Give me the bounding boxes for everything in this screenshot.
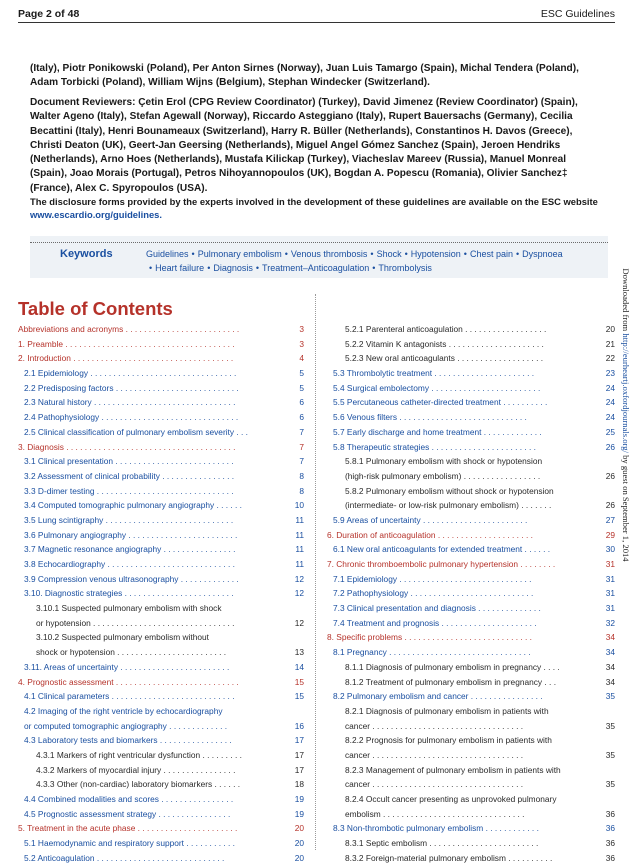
keyword: Pulmonary embolism <box>197 249 282 259</box>
toc-entry-label: cancer . . . . . . . . . . . . . . . . . . . . . . . . . . . . . . . . . <box>345 720 524 731</box>
keyword-bullet: • <box>255 263 260 273</box>
toc-entry[interactable] <box>18 792 304 807</box>
toc-entry-page: 11 <box>295 514 304 525</box>
toc-entry[interactable] <box>327 807 615 822</box>
toc-entry-page: 35 <box>605 691 615 702</box>
journal-section-title: ESC Guidelines <box>540 8 615 20</box>
toc-entry-label: 8. Specific problems . . . . . . . . . . . . . . . . . . . . . . . . . . . . <box>327 632 532 643</box>
toc-entry-label: 2.3 Natural history . . . . . . . . . . . . . . . . . . . . . . . . . . . . . . . <box>24 397 236 408</box>
toc-entry-label: 4.2 Imaging of the right ventricle by echocardiography <box>24 705 223 716</box>
toc-entry-page: 5 <box>299 368 304 379</box>
toc-entry-label: 5.2.3 New oral anticoagulants . . . . . . . . . . . . . . . . . . . <box>345 353 544 364</box>
toc-entry[interactable] <box>18 557 304 572</box>
toc-entry-label: 3.11. Areas of uncertainty . . . . . . . . . . . . . . . . . . . . . . . . <box>24 661 230 672</box>
toc-entry[interactable] <box>18 528 304 543</box>
keyword: Diagnosis <box>213 263 253 273</box>
toc-entry[interactable] <box>327 513 615 528</box>
keywords-line-1 <box>146 249 563 259</box>
toc-entry-label: 3.3 D-dimer testing . . . . . . . . . . . . . . . . . . . . . . . . . . . . . . <box>24 485 234 496</box>
toc-entry[interactable] <box>327 616 615 631</box>
keyword-bullet: • <box>207 263 211 273</box>
toc-entry[interactable] <box>327 748 615 763</box>
toc-entry-page: 3 <box>299 338 304 349</box>
toc-entry-page: 32 <box>605 617 615 628</box>
toc-entry[interactable] <box>327 777 615 792</box>
download-note <box>621 268 631 561</box>
toc-entry-page: 26 <box>605 500 615 511</box>
keyword-bullet: • <box>372 263 376 273</box>
toc-entry-page: 10 <box>294 500 304 511</box>
toc-entry-label: 7.1 Epidemiology . . . . . . . . . . . . . . . . . . . . . . . . . . . . . <box>333 573 532 584</box>
toc-entry[interactable] <box>18 395 304 410</box>
toc-entry-page: 24 <box>605 412 615 423</box>
page-number: Page 2 of 48 <box>18 8 80 20</box>
toc-entry-label: 7.2 Pathophysiology . . . . . . . . . . . . . . . . . . . . . . . . . . . <box>333 588 534 599</box>
toc-entry[interactable] <box>18 337 304 352</box>
toc-entry-label: 4.3.2 Markers of myocardial injury . . . . . . . . . . . . . . . . <box>36 764 236 775</box>
toc-entry-page: 17 <box>294 735 304 746</box>
keyword: Chest pain <box>469 249 513 259</box>
toc-entry[interactable] <box>18 381 304 396</box>
toc-entry-page: 27 <box>605 514 615 525</box>
toc-entry[interactable] <box>327 337 615 352</box>
disclosure-note <box>30 196 602 221</box>
toc-entry-label: 4.3 Laboratory tests and biomarkers . . . . . . . . . . . . . . . . <box>24 735 232 746</box>
toc-entry-label: 8.1.2 Treatment of pulmonary embolism in pregnancy . . . <box>345 676 557 687</box>
toc-entry[interactable] <box>18 601 304 616</box>
column-separator <box>315 294 316 850</box>
toc-entry[interactable] <box>327 630 615 645</box>
toc-entry-page: 12 <box>294 588 304 599</box>
toc-entry[interactable] <box>18 440 304 455</box>
toc-entry-label: 2.4 Pathophysiology . . . . . . . . . . . . . . . . . . . . . . . . . . . . . . <box>24 412 239 423</box>
toc-entry-label: 5.3 Thrombolytic treatment . . . . . . . . . . . . . . . . . . . . . . <box>333 368 535 379</box>
toc-entry-label: cancer . . . . . . . . . . . . . . . . . . . . . . . . . . . . . . . . . <box>345 779 524 790</box>
keyword-bullet: • <box>404 249 408 259</box>
toc-entry[interactable] <box>327 689 615 704</box>
toc-entry-page: 31 <box>605 573 615 584</box>
keywords-dotted-rule <box>30 242 608 243</box>
keyword: Venous thrombosis <box>290 249 368 259</box>
toc-entry-label: 5.8.1 Pulmonary embolism with shock or hypotension <box>345 456 543 467</box>
toc-entry-label: or hypotension . . . . . . . . . . . . . . . . . . . . . . . . . . . . . . . <box>36 617 235 628</box>
toc-entry-label: 8.1 Pregnancy . . . . . . . . . . . . . . . . . . . . . . . . . . . . . . . <box>333 647 531 658</box>
toc-entry-label: 3.10. Diagnostic strategies . . . . . . . . . . . . . . . . . . . . . . . . <box>24 588 234 599</box>
toc-entry-page: 5 <box>299 382 304 393</box>
toc-entry-label: 5.1 Haemodynamic and respiratory support . . . . . . . . . . . <box>24 838 236 849</box>
toc-entry-label: 5.8 Therapeutic strategies . . . . . . . . . . . . . . . . . . . . . . . <box>333 441 536 452</box>
toc-entry-label: 3.10.1 Suspected pulmonary embolism with shock <box>36 603 222 614</box>
toc-entry[interactable] <box>327 792 615 807</box>
toc-entry-label: embolism . . . . . . . . . . . . . . . . . . . . . . . . . . . . . . . <box>345 808 525 819</box>
toc-entry-page: 31 <box>605 603 615 614</box>
toc-entry[interactable] <box>18 689 304 704</box>
toc-entry-page: 36 <box>605 852 615 863</box>
toc-entry-label: 3.5 Lung scintigraphy . . . . . . . . . . . . . . . . . . . . . . . . . . . . <box>24 514 234 525</box>
toc-entry-label: 3. Diagnosis . . . . . . . . . . . . . . . . . . . . . . . . . . . . . . . . . . . . . <box>18 441 236 452</box>
toc-entry-page: 12 <box>294 573 304 584</box>
toc-entry[interactable] <box>18 807 304 822</box>
toc-entry[interactable] <box>18 498 304 513</box>
toc-entry-page: 8 <box>299 470 304 481</box>
toc-entry-page: 22 <box>605 353 615 364</box>
toc-entry-label: 2.2 Predisposing factors . . . . . . . . . . . . . . . . . . . . . . . . . . . <box>24 382 239 393</box>
toc-entry[interactable] <box>18 410 304 425</box>
toc-entry-page: 13 <box>294 647 304 658</box>
document-reviewers: Document Reviewers: Çetin Erol (CPG Review Coordinator) (Turkey), David Jimenez (Review Coordinator) (Spain), Walter Ageno (Italy), Stefan Agewall (Norway), Riccardo Asteggiano (Italy), Rupert Bauersachs (Germany), Cecilia Becattini (Italy), Henri Bounameaux (Switzerland), Harry R. Büller (Netherlands), Constantinos H. Davos (Greece), Christi Deaton (UK), Geert-Jan Geersing (Netherlands), Miguel Angel Gómez Sanchez (Spain), Jeroen Hendriks (Netherlands), Arno Hoes (Netherlands), Mustafa Kilickap (Turkey), Viacheslav Mareev (Russia), Manuel Monreal (Spain), Joao Morais (Portugal), Petros Nihoyannopoulos (UK), Bogdan A. Popescu (Romania), Olivier Sanchez‡ (France), Alex C. Spyropoulos (USA). <box>30 97 578 194</box>
toc-entry-label: 8.2.3 Management of pulmonary embolism in patients with <box>345 764 561 775</box>
toc-entry[interactable] <box>327 322 615 337</box>
toc-entry-label: 4.3.1 Markers of right ventricular dysfunction . . . . . . . . . <box>36 749 242 760</box>
toc-entry[interactable] <box>18 733 304 748</box>
toc-entry-page: 35 <box>605 720 615 731</box>
toc-entry[interactable] <box>327 469 615 484</box>
toc-entry[interactable] <box>18 704 304 719</box>
toc-entry-page: 17 <box>294 764 304 775</box>
toc-entry-label: 4.3.3 Other (non-cardiac) laboratory biomarkers . . . . . . <box>36 779 241 790</box>
toc-entry-page: 20 <box>294 823 304 834</box>
toc-entry-label: 5.2.1 Parenteral anticoagulation . . . . . . . . . . . . . . . . . . <box>345 324 547 334</box>
toc-entry-label: 3.9 Compression venous ultrasonography . . . . . . . . . . . . . <box>24 573 239 584</box>
toc-entry-label: 3.8 Echocardiography . . . . . . . . . . . . . . . . . . . . . . . . . . . . <box>24 559 235 569</box>
toc-entry-page: 16 <box>294 720 304 731</box>
toc-entry-label: Abbreviations and acronyms . . . . . . . . . . . . . . . . . . . . . . . . . <box>18 324 240 334</box>
toc-entry[interactable] <box>18 513 304 528</box>
keyword-bullet: • <box>370 249 374 259</box>
toc-entry-label: 7. Chronic thromboembolic pulmonary hypertension . . . . . . . . <box>327 559 556 569</box>
toc-entry[interactable] <box>18 630 304 645</box>
toc-entry-page: 36 <box>605 808 615 819</box>
toc-entry[interactable] <box>327 660 615 675</box>
toc-entry-label: or computed tomographic angiography . . . . . . . . . . . . . <box>24 720 228 731</box>
toc-entry[interactable] <box>327 733 615 748</box>
toc-entry-label: 4.4 Combined modalities and scores . . . . . . . . . . . . . . . . <box>24 794 234 804</box>
toc-entry[interactable] <box>327 557 615 572</box>
toc-entry[interactable] <box>327 395 615 410</box>
toc-entry-label: 7.3 Clinical presentation and diagnosis . . . . . . . . . . . . . . <box>333 603 541 614</box>
toc-entry[interactable] <box>327 410 615 425</box>
toc-entry-label: 8.2.2 Prognosis for pulmonary embolism in patients with <box>345 735 552 746</box>
toc-entry[interactable] <box>18 660 304 675</box>
toc-entry[interactable] <box>327 454 615 469</box>
toc-entry-label: 8.2.4 Occult cancer presenting as unprovoked pulmonary <box>345 794 557 804</box>
toc-entry[interactable] <box>327 645 615 660</box>
keywords-label: Keywords <box>60 248 113 260</box>
keyword-bullet: • <box>284 249 288 259</box>
toc-entry-page: 8 <box>299 485 304 496</box>
toc-entry[interactable] <box>18 836 304 851</box>
toc-entry-page: 18 <box>294 779 304 790</box>
toc-entry-page: 15 <box>294 676 304 687</box>
toc-entry[interactable] <box>18 675 304 690</box>
keyword: Guidelines <box>146 249 189 259</box>
toc-entry[interactable] <box>327 704 615 719</box>
toc-entry-label: 2.5 Clinical classification of pulmonary embolism severity . . . <box>24 426 248 437</box>
toc-entry[interactable] <box>18 645 304 660</box>
toc-entry[interactable] <box>18 586 304 601</box>
disclosure-text: The disclosure forms provided by the experts involved in the development of these guidelines are available on the ESC website <box>30 196 598 207</box>
toc-entry-label: 5.8.2 Pulmonary embolism without shock or hypotension <box>345 485 554 496</box>
toc-entry[interactable] <box>18 469 304 484</box>
toc-entry-page: 11 <box>295 529 304 540</box>
toc-entry[interactable] <box>18 777 304 792</box>
toc-entry-label: 3.7 Magnetic resonance angiography . . . . . . . . . . . . . . . . <box>24 544 236 555</box>
header-rule <box>18 22 615 23</box>
toc-entry-page: 11 <box>295 544 304 555</box>
toc-entry-page: 24 <box>605 397 615 408</box>
toc-entry-label: 3.6 Pulmonary angiography . . . . . . . . . . . . . . . . . . . . . . . . <box>24 529 238 540</box>
toc-entry-page: 19 <box>294 808 304 819</box>
toc-entry-page: 20 <box>605 324 615 334</box>
toc-entry[interactable] <box>327 763 615 778</box>
keywords-line-2 <box>146 263 432 273</box>
toc-entry[interactable] <box>327 528 615 543</box>
download-prefix: Downloaded from <box>621 268 631 334</box>
toc-entry[interactable] <box>18 572 304 587</box>
toc-entry-page: 26 <box>605 441 615 452</box>
toc-entry[interactable] <box>18 322 304 337</box>
keyword: Treatment–Anticoagulation <box>262 263 370 273</box>
toc-entry-page: 25 <box>605 426 615 437</box>
toc-entry[interactable] <box>327 719 615 734</box>
toc-entry-label: 5. Treatment in the acute phase . . . . . . . . . . . . . . . . . . . . . . <box>18 823 238 834</box>
toc-entry-page: 7 <box>299 426 304 437</box>
toc-entry-page: 20 <box>294 838 304 849</box>
toc-entry-label: 7.4 Treatment and prognosis . . . . . . . . . . . . . . . . . . . . . <box>333 617 537 628</box>
toc-entry-page: 7 <box>299 441 304 452</box>
toc-entry[interactable] <box>18 851 304 865</box>
toc-entry[interactable] <box>327 484 615 499</box>
toc-entry-page: 7 <box>299 456 304 467</box>
toc-right-column <box>327 322 615 865</box>
toc-entry-page: 21 <box>605 338 615 349</box>
toc-entry-label: 4.5 Prognostic assessment strategy . . . . . . . . . . . . . . . . <box>24 808 231 819</box>
toc-entry-page: 29 <box>605 529 615 540</box>
toc-entry[interactable] <box>327 542 615 557</box>
keyword-bullet: • <box>191 249 195 259</box>
toc-entry[interactable] <box>327 572 615 587</box>
toc-entry[interactable] <box>18 425 304 440</box>
toc-entry[interactable] <box>18 748 304 763</box>
keyword: Shock <box>376 249 402 259</box>
toc-entry-label: 3.10.2 Suspected pulmonary embolism without <box>36 632 209 643</box>
toc-entry-page: 23 <box>605 368 615 379</box>
toc-entry-page: 35 <box>605 749 615 760</box>
toc-entry-label: 8.2.1 Diagnosis of pulmonary embolism in patients with <box>345 705 549 716</box>
toc-entry-label: 5.4 Surgical embolectomy . . . . . . . . . . . . . . . . . . . . . . . . <box>333 382 541 393</box>
toc-entry-label: cancer . . . . . . . . . . . . . . . . . . . . . . . . . . . . . . . . . <box>345 749 524 760</box>
keyword: Thrombolysis <box>378 263 432 273</box>
toc-entry-page: 26 <box>605 470 615 481</box>
toc-entry-label: 2.1 Epidemiology . . . . . . . . . . . . . . . . . . . . . . . . . . . . . . . . <box>24 368 237 379</box>
toc-entry-page: 19 <box>294 794 304 804</box>
toc-entry-label: 3.2 Assessment of clinical probability . . . . . . . . . . . . . . . . <box>24 470 235 481</box>
toc-entry[interactable] <box>327 586 615 601</box>
toc-entry-page: 31 <box>605 588 615 599</box>
toc-entry[interactable] <box>327 498 615 513</box>
toc-entry-label: 6.1 New oral anticoagulants for extended treatment . . . . . . <box>333 544 551 555</box>
toc-entry[interactable] <box>327 440 615 455</box>
toc-entry-label: 8.3.2 Foreign-material pulmonary embolism . . . . . . . . . . <box>345 852 553 863</box>
toc-entry-label: 1. Preamble . . . . . . . . . . . . . . . . . . . . . . . . . . . . . . . . . . . . . <box>18 338 235 349</box>
toc-entry-page: 4 <box>299 353 304 364</box>
toc-entry[interactable] <box>18 719 304 734</box>
toc-entry[interactable] <box>327 851 615 865</box>
toc-entry[interactable] <box>18 484 304 499</box>
toc-entry-label: 3.1 Clinical presentation . . . . . . . . . . . . . . . . . . . . . . . . . . <box>24 456 234 467</box>
toc-title: Table of Contents <box>18 298 173 319</box>
toc-entry-page: 36 <box>605 823 615 834</box>
toc-entry[interactable] <box>18 763 304 778</box>
toc-entry-page: 3 <box>299 324 304 334</box>
toc-entry-page: 30 <box>605 544 615 555</box>
toc-entry[interactable] <box>327 425 615 440</box>
keyword: Dyspnoea <box>522 249 563 259</box>
toc-entry-page: 34 <box>605 647 615 658</box>
toc-entry-page: 17 <box>294 749 304 760</box>
toc-entry[interactable] <box>18 616 304 631</box>
toc-entry-label: 5.7 Early discharge and home treatment . . . . . . . . . . . . . <box>333 426 542 437</box>
toc-entry-label: 3.4 Computed tomographic pulmonary angiography . . . . . . <box>24 500 242 511</box>
toc-entry-label: (high-risk pulmonary embolism) . . . . . . . . . . . . . . . . . <box>345 470 541 481</box>
toc-entry-label: (intermediate- or low-risk pulmonary embolism) . . . . . . . <box>345 500 552 511</box>
toc-entry-page: 6 <box>299 412 304 423</box>
toc-entry-label: shock or hypotension . . . . . . . . . . . . . . . . . . . . . . . . <box>36 647 227 658</box>
toc-entry[interactable] <box>327 366 615 381</box>
toc-entry-label: 5.9 Areas of uncertainty . . . . . . . . . . . . . . . . . . . . . . . <box>333 514 528 525</box>
download-suffix: by guest on September 1, 2014 <box>621 452 631 562</box>
keyword: Heart failure <box>155 263 205 273</box>
toc-left-column <box>18 322 304 865</box>
toc-entry[interactable] <box>327 675 615 690</box>
toc-entry-label: 8.3.1 Septic embolism . . . . . . . . . . . . . . . . . . . . . . . . <box>345 838 539 849</box>
toc-entry-label: 5.5 Percutaneous catheter-directed treatment . . . . . . . . . . <box>333 397 548 408</box>
toc-entry[interactable] <box>18 366 304 381</box>
page-header <box>18 8 615 22</box>
toc-entry[interactable] <box>327 821 615 836</box>
toc-entry-page: 14 <box>294 661 304 672</box>
download-sidebar <box>618 240 634 590</box>
toc-entry-page: 12 <box>294 617 304 628</box>
toc-entry-page: 15 <box>294 691 304 702</box>
toc-entry-label: 6. Duration of anticoagulation . . . . . . . . . . . . . . . . . . . . . <box>327 529 533 540</box>
keyword: Hypotension <box>410 249 461 259</box>
authors-continued: (Italy), Piotr Ponikowski (Poland), Per Anton Sirnes (Norway), Juan Luis Tamargo (Spain), Michal Tendera (Poland), Adam Torbicki (Poland), William Wijns (Belgium), Stephan Windecker (Switzerland). <box>30 63 579 89</box>
toc-entry-page: 11 <box>295 559 304 569</box>
toc-entry-page: 34 <box>605 632 615 643</box>
toc-entry-label: 4.1 Clinical parameters . . . . . . . . . . . . . . . . . . . . . . . . . . . <box>24 691 235 702</box>
toc-entry[interactable] <box>327 351 615 366</box>
keyword-bullet: • <box>515 249 520 259</box>
toc-entry-label: 8.2 Pulmonary embolism and cancer . . . . . . . . . . . . . . . . <box>333 691 543 702</box>
toc-entry-label: 8.3 Non-thrombotic pulmonary embolism . . . . . . . . . . . . <box>333 823 539 834</box>
toc-entry-page: 34 <box>605 676 615 687</box>
toc-entry-page: 31 <box>605 559 615 569</box>
toc-entry-page: 24 <box>605 382 615 393</box>
toc-entry[interactable] <box>18 351 304 366</box>
toc-entry[interactable] <box>18 821 304 836</box>
toc-entry[interactable] <box>327 381 615 396</box>
toc-entry-label: 5.6 Venous filters . . . . . . . . . . . . . . . . . . . . . . . . . . . . <box>333 412 527 423</box>
toc-entry-label: 8.1.1 Diagnosis of pulmonary embolism in pregnancy . . . . <box>345 661 560 672</box>
keyword-bullet: • <box>149 263 153 273</box>
toc-entry-label: 4. Prognostic assessment . . . . . . . . . . . . . . . . . . . . . . . . . . . <box>18 676 239 687</box>
toc-entry-label: 5.2.2 Vitamin K antagonists . . . . . . . . . . . . . . . . . . . . . <box>345 338 544 349</box>
toc-entry-page: 36 <box>605 838 615 849</box>
toc-entry-page: 35 <box>605 779 615 790</box>
toc-entry-label: 5.2 Anticoagulation . . . . . . . . . . . . . . . . . . . . . . . . . . . . <box>24 852 225 863</box>
toc-entry[interactable] <box>18 542 304 557</box>
toc-entry-page: 6 <box>299 397 304 408</box>
toc-entry[interactable] <box>18 454 304 469</box>
disclosure-link[interactable]: www.escardio.org/guidelines. <box>30 208 162 220</box>
toc-entry-page: 34 <box>605 661 615 672</box>
toc-entry[interactable] <box>327 601 615 616</box>
download-url[interactable]: http://eurheartj.oxfordjournals.org/ <box>621 333 631 453</box>
toc-entry[interactable] <box>327 836 615 851</box>
toc-entry-page: 20 <box>294 852 304 863</box>
toc-entry-label: 2. Introduction . . . . . . . . . . . . . . . . . . . . . . . . . . . . . . . . . . . <box>18 353 234 364</box>
keyword-bullet: • <box>463 249 467 259</box>
